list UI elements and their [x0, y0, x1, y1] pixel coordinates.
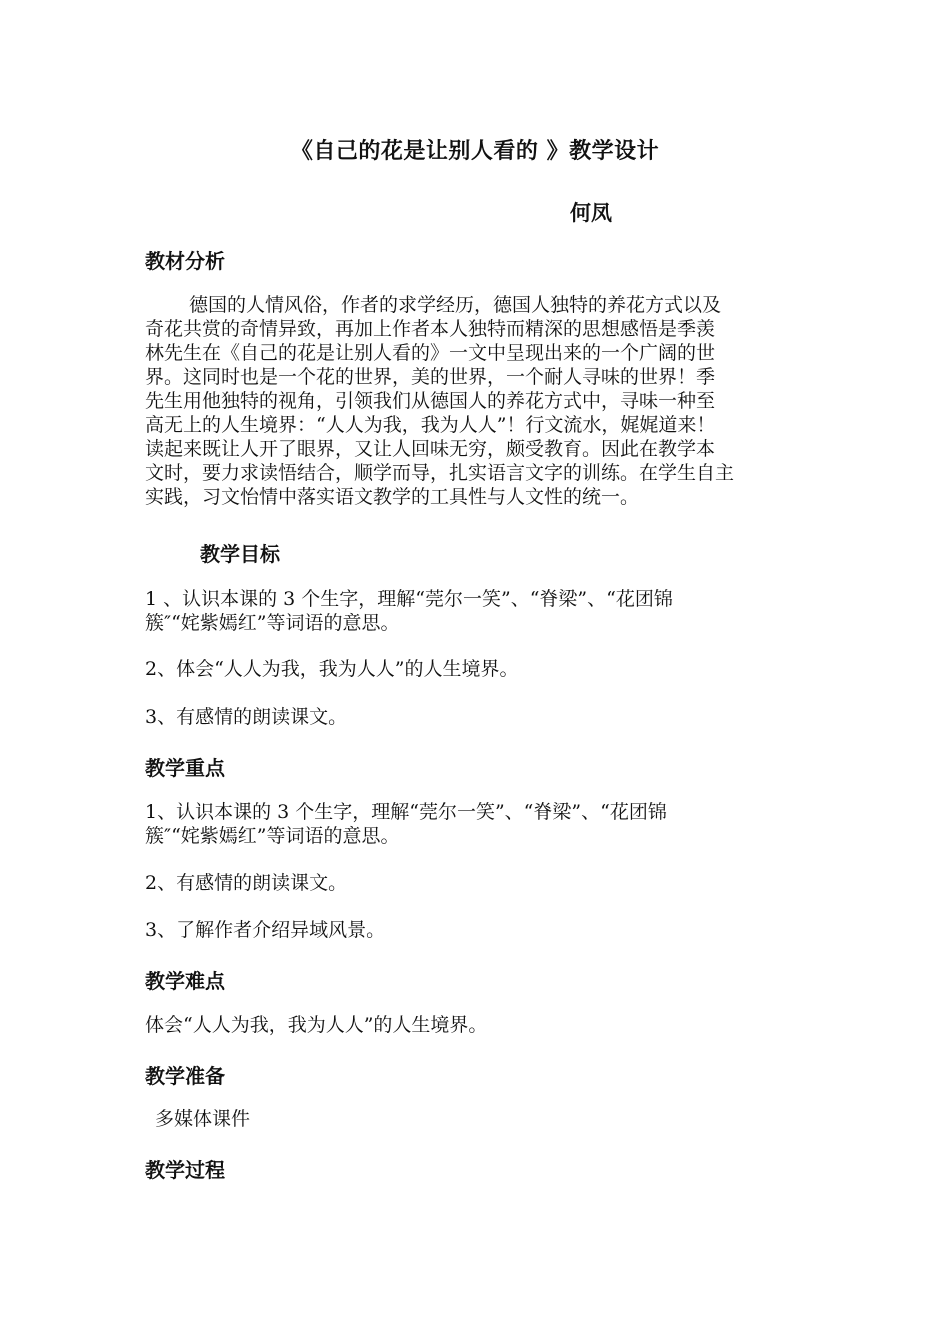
key-point-item-2: 2、有感情的朗读课文。 [145, 872, 348, 894]
heading-key-points: 教学重点 [145, 756, 225, 780]
analysis-line: 奇花共赏的奇情异致，再加上作者本人独特而精深的思想感悟是季羡 [145, 318, 716, 340]
analysis-line: 读起来既让人开了眼界，又让人回味无穷，颇受教育。因此在教学本 [145, 438, 716, 460]
analysis-line: 德国的人情风俗，作者的求学经历，德国人独特的养花方式以及 [189, 294, 722, 316]
analysis-line: 界。这同时也是一个花的世界，美的世界，一个耐人寻味的世界！季 [145, 366, 716, 388]
key-point-item-1a: 1、认识本课的 3 个生字，理解“莞尔一笑”、“脊梁”、“花团锦 [145, 801, 667, 823]
goal-item-2: 2、体会“人人为我，我为人人”的人生境界。 [145, 658, 519, 680]
difficulty-text: 体会“人人为我，我为人人”的人生境界。 [145, 1014, 488, 1036]
heading-difficulties: 教学难点 [145, 969, 225, 993]
key-point-item-1b: 簇″“姹紫嫣红”等词语的意思。 [145, 825, 400, 847]
heading-process: 教学过程 [145, 1158, 225, 1182]
heading-preparation: 教学准备 [145, 1064, 225, 1088]
analysis-line: 高无上的人生境界：“人人为我，我为人人”！行文流水，娓娓道来！ [145, 414, 716, 436]
goal-item-3: 3、有感情的朗读课文。 [145, 706, 348, 728]
analysis-line: 实践，习文怡情中落实语文教学的工具性与人文性的统一。 [145, 486, 640, 508]
goal-item-1a: 1 、认识本课的 3 个生字，理解“莞尔一笑”、“脊梁”、“花团锦 [145, 588, 673, 610]
goal-item-1b: 簇″“姹紫嫣红”等词语的意思。 [145, 612, 400, 634]
author-name: 何凤 [570, 201, 612, 225]
preparation-text: 多媒体课件 [155, 1108, 251, 1130]
analysis-line: 林先生在《自己的花是让别人看的》一文中呈现出来的一个广阔的世 [145, 342, 716, 364]
heading-goals: 教学目标 [200, 542, 280, 566]
key-point-item-3: 3、了解作者介绍异域风景。 [145, 919, 386, 941]
analysis-paragraph [145, 293, 815, 509]
analysis-line: 先生用他独特的视角，引领我们从德国人的养花方式中，寻味一种至 [145, 390, 716, 412]
document-title: 《自己的花是让别人看的 》教学设计 [290, 139, 660, 164]
analysis-line: 文时，要力求读悟结合，顺学而导，扎实语言文字的训练。在学生自主 [145, 462, 735, 484]
heading-analysis: 教材分析 [145, 249, 225, 273]
